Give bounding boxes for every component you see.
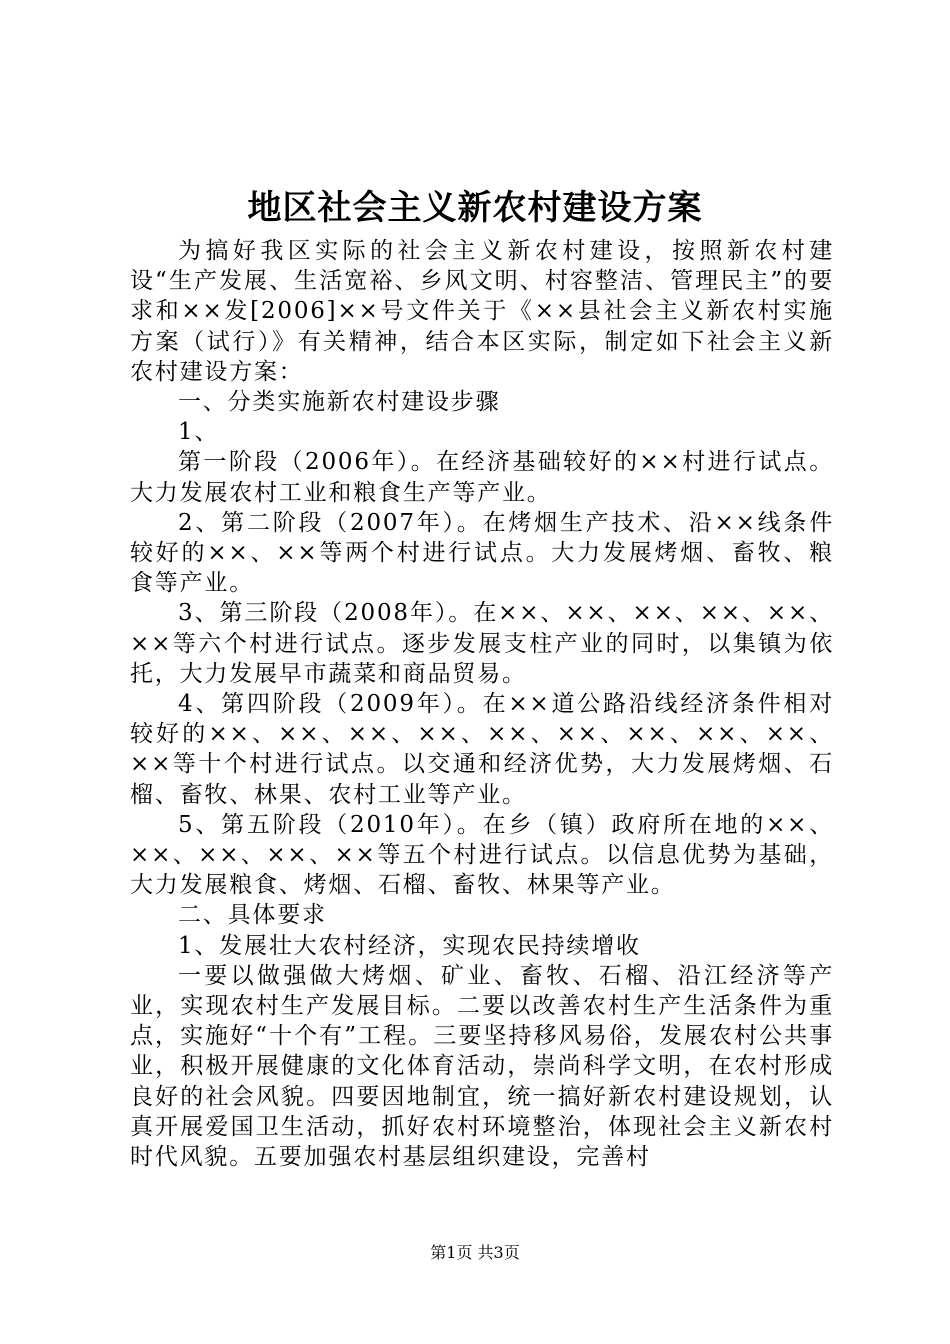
paragraph-intro: 为搞好我区实际的社会主义新农村建设，按照新农村建设“生产发展、生活宽裕、乡风文明、村容整洁、管理民主”的要求和××发[2006]××号文件关于《××县社会主义新农村实施方案（试行）》有关精神，结合本区实际，制定如下社会主义新农村建设方案： (130, 238, 834, 385)
heading-section-2: 二、具体要求 (178, 902, 327, 929)
heading-subsection-1: 1、发展壮大农村经济，实现农民持续增收 (178, 932, 641, 959)
paragraph-stage-2: 2、第二阶段（2007年）。在烤烟生产技术、沿××线条件较好的××、××等两个村进行试点。大力发展烤烟、畜牧、粮食等产业。 (130, 509, 834, 597)
paragraph-stage-3: 3、第三阶段（2008年）。在××、××、××、××、××、××等六个村进行试点。逐步发展支柱产业的同时，以集镇为依托，大力发展早市蔬菜和商品贸易。 (130, 600, 834, 687)
document-title: 地区社会主义新农村建设方案 (247, 188, 703, 228)
list-marker-1: 1、 (178, 419, 220, 446)
page-number-footer: 第1页 共3页 (430, 1243, 520, 1262)
paragraph-stage-1: 第一阶段（2006年）。在经济基础较好的××村进行试点。大力发展农村工业和粮食生产等产业。 (130, 449, 834, 506)
heading-section-1: 一、分类实施新农村建设步骤 (178, 389, 501, 416)
document-body (130, 236, 834, 1172)
paragraph-requirements: 一要以做强做大烤烟、矿业、畜牧、石榴、沿江经济等产业，实现农村生产发展目标。二要以改善农村生产生活条件为重点，实施好“十个有”工程。三要坚持移风易俗，发展农村公共事业，积极开展健康的文化体育活动，崇尚科学文明，在农村形成良好的社会风貌。四要因地制宜，统一搞好新农村建设规划，认真开展爱国卫生活动，抓好农村环境整治，体现社会主义新农村时代风貌。五要加强农村基层组织建设，完善村 (130, 962, 834, 1171)
paragraph-stage-5: 5、第五阶段（2010年）。在乡（镇）政府所在地的××、××、××、××、××等五个村进行试点。以信息优势为基础，大力发展粮食、烤烟、石榴、畜牧、林果等产业。 (130, 811, 834, 899)
paragraph-stage-4: 4、第四阶段（2009年）。在××道公路沿线经济条件相对较好的××、××、××、××、××、××、××、××、××、××等十个村进行试点。以交通和经济优势，大力发展烤烟、石榴、畜牧、林果、农村工业等产业。 (130, 691, 834, 808)
